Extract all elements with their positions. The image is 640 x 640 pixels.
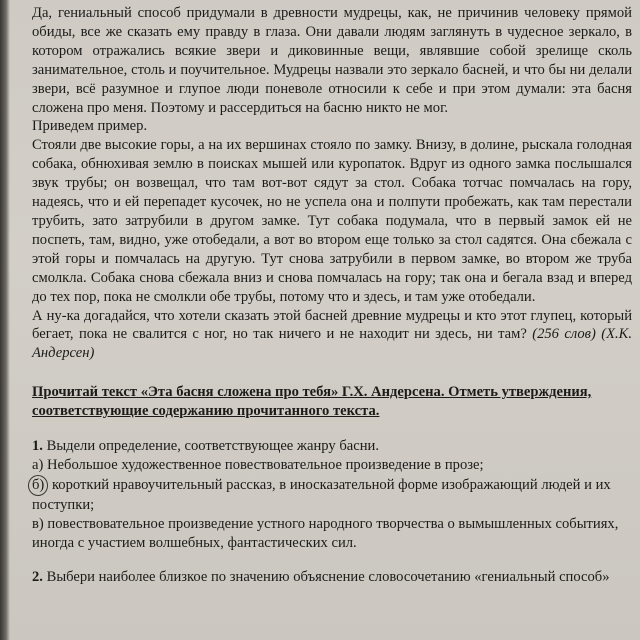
question-2-text: Выбери наиболее близкое по значению объяснение словосочетанию «гениальный способ» <box>46 569 610 586</box>
option-a-text: Небольшое художественное повествовательное произведение в прозе; <box>47 456 484 473</box>
task-heading: Прочитай текст «Эта басня сложена про тебя» Г.Х. Андерсена. Отметь утверждения, соответствующие содержанию прочитанного текста. <box>32 384 592 420</box>
story-paragraph-3: Стояли две высокие горы, а на их вершинах стояло по замку. Внизу, в долине, рыскала голодная собака, обнюхивая землю в поисках мышей или куропаток. Вдруг из одного замка послышался звук трубы; он возвещал, что там вот-вот сядут за стол. Собака тотчас помчалась на гору, надеясь, что и ей перепадет кусочек, но не успела она и полпути пробежать, как там перестали трубить, зато затрубили в другом замке. Тут собака подумала, что в первый замок ей не поспеть, там, видно, уже отобедали, а вот во втором еще только за стол садятся. Она сбежала с этой горы и помчалась на другую. Тут снова затрубили в первом замке, во втором же труба смолкла. Собака снова сбежала вниз и снова помчалась на гору; так она и бегала взад и вперед до тех пор, пока не смолкли обе трубы, потому что и здесь, и там уже отобедали. <box>32 137 632 305</box>
question-1-option-c[interactable] <box>32 515 632 553</box>
question-2 <box>32 568 632 587</box>
story-paragraph-4-text: А ну-ка догадайся, что хотели сказать этой басней древние мудрецы и кто этот глупец, который бегает, пока не свалится с ног, но так ничего и не находит ни здесь, ни там? <box>32 307 632 343</box>
source-note: (256 слов) (Х.К. Андерсен) <box>32 326 632 362</box>
story-text <box>32 4 632 363</box>
question-1-option-a[interactable] <box>32 456 632 475</box>
option-a-letter: а) <box>32 456 44 473</box>
option-b-letter-circled: б) <box>28 475 48 496</box>
question-1-number: 1. <box>32 438 43 455</box>
story-paragraph-4 <box>32 307 632 364</box>
option-b-text: короткий нравоучительный рассказ, в иносказательной форме изображающий людей и их поступки; <box>32 476 611 513</box>
question-1 <box>32 437 632 456</box>
question-1-text: Выдели определение, соответствующее жанру басни. <box>46 438 379 455</box>
option-c-letter: в) <box>32 515 44 532</box>
question-2-number: 2. <box>32 569 43 586</box>
story-paragraph-2: Приведем пример. <box>32 118 148 135</box>
question-1-option-b[interactable] <box>32 475 632 515</box>
story-paragraph-1: Да, гениальный способ придумали в древности мудрецы, как, не причинив человеку прямой обиды, все же сказать ему правду в глаза. Они давали людям заглянуть в чудесное зеркало, в котором отражались всякие звери и диковинные вещи, являвшие собой зрелище сколь занимательное, столь и поучительное. Мудрецы назвали это зеркало басней, и что бы ни делали звери, всё разумное и глупое люди поневоле относили к себе и при этом думали: эта басня сложена про меня. Поэтому и рассердиться на басню никто не мог. <box>32 5 632 116</box>
option-c-text: повествовательное произведение устного народного творчества о вымышленных событиях, иногда с участием волшебных, фантастических сил. <box>32 515 619 551</box>
